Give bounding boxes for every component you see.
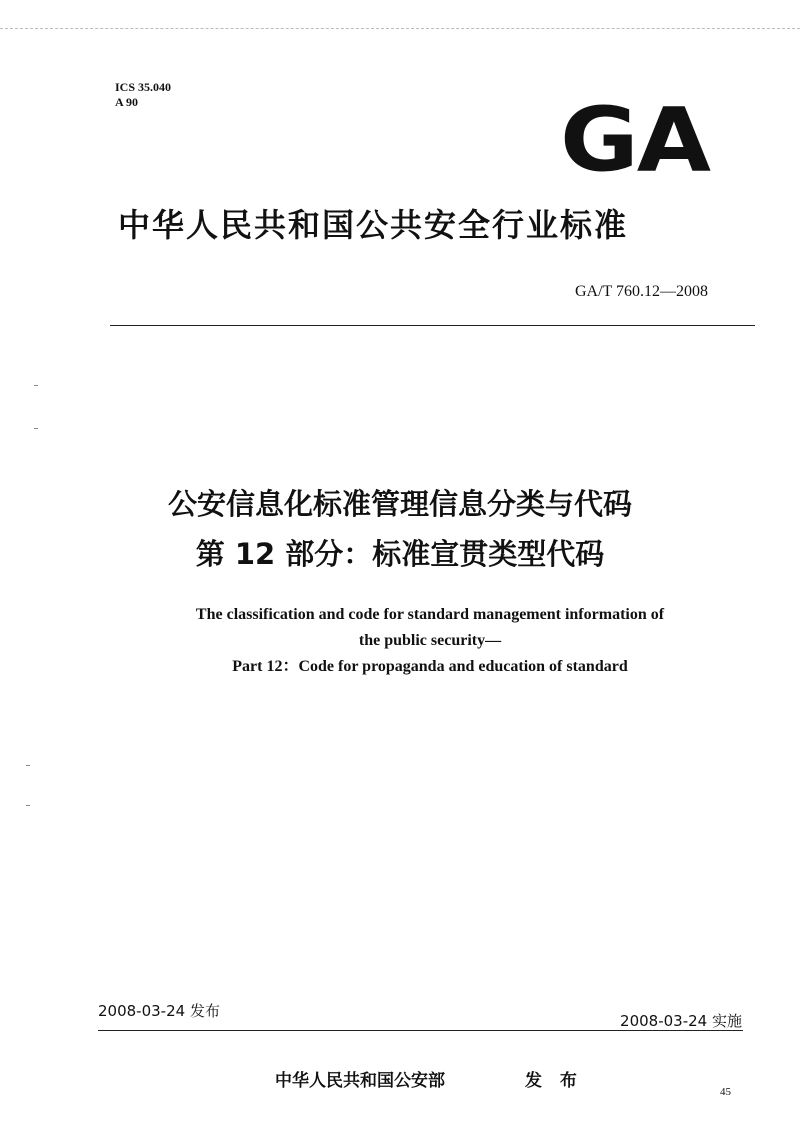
implement-date: 2008-03-24 实施 xyxy=(620,1012,742,1030)
document-title-cn-line2: 第 12 部分：标准宣贯类型代码 xyxy=(195,537,605,571)
footer-divider xyxy=(98,1030,743,1031)
margin-mark xyxy=(34,385,38,386)
publish-date: 2008-03-24 发布 xyxy=(98,1002,220,1020)
margin-mark xyxy=(34,428,38,429)
ga-logo: GA xyxy=(560,88,710,192)
issuing-authority: 中华人民共和国公安部 xyxy=(275,1071,445,1091)
margin-mark xyxy=(26,765,30,766)
document-title-cn-line1: 公安信息化标准管理信息分类与代码 xyxy=(167,487,632,521)
document-title-en-line1: The classification and code for standard management information of xyxy=(195,606,665,623)
document-title-en-line2: the public security— xyxy=(358,632,502,649)
header-divider xyxy=(110,325,755,326)
standard-code: GA/T 760.12—2008 xyxy=(575,283,709,300)
standard-category-title: 中华人民共和国公共安全行业标准 xyxy=(118,206,629,244)
document-title-en xyxy=(0,602,800,680)
ccs-code: A 90 xyxy=(115,95,139,109)
issue-label: 发 布 xyxy=(525,1071,583,1091)
ics-code: ICS 35.040 xyxy=(115,80,172,94)
classification-codes xyxy=(115,80,171,110)
document-title-en-line3: Part 12：Code for propaganda and education of standard xyxy=(232,658,628,675)
margin-mark xyxy=(26,805,30,806)
top-border-line xyxy=(0,28,800,29)
page-number: 45 xyxy=(720,1086,731,1098)
